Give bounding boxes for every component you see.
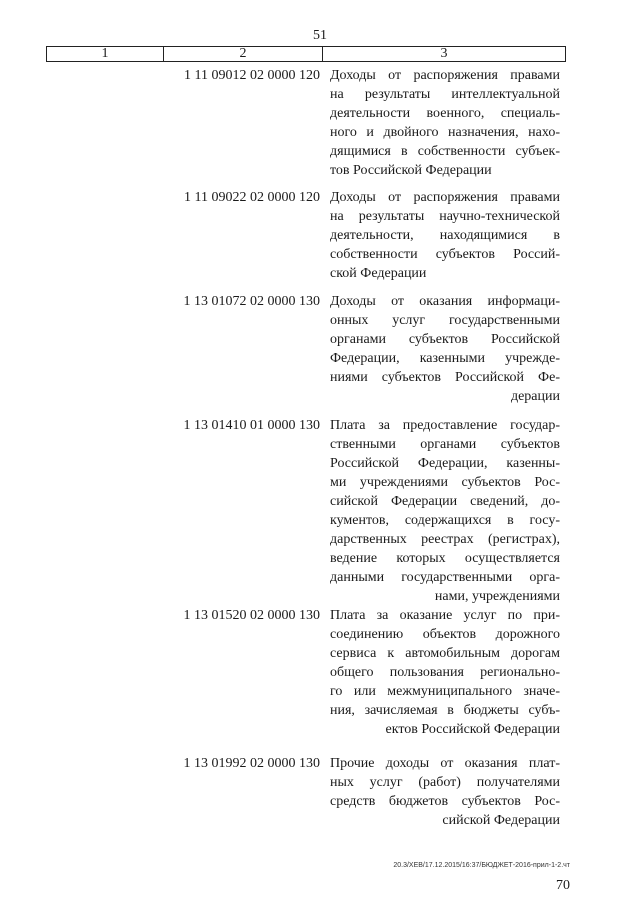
description-line: сервиса к автомобильным дорогам [330,646,560,661]
kbk-code: 1 13 01072 02 0000 130 [183,294,320,309]
column-header-1: 1 [47,47,164,62]
description-line: ектов Российской Федерации [385,722,560,737]
description-line: ми учреждениями субъектов Рос- [330,475,560,490]
kbk-code: 1 11 09012 02 0000 120 [184,68,320,83]
description-line: ного и двойного назначения, нахо- [330,125,560,140]
description-line: сийской Федерации сведений, до- [330,494,560,509]
description-line: органами субъектов Российской [330,332,560,347]
description-line: данными государственными орга- [330,570,560,585]
document-stamp: 20.3/ХЕВ/17.12.2015/16:37/БЮДЖЕТ-2016-прил-1-2.чт [393,862,570,869]
description-line: Доходы от распоряжения правами [330,68,560,83]
income-description [330,416,560,606]
description-line: дарственных реестрах (регистрах), [330,532,560,547]
description-line: деятельности, находящимися в [330,228,560,243]
income-description [330,292,560,406]
description-line: сийской Федерации [442,813,560,828]
description-line: общего пользования регионально- [330,665,560,680]
description-line: собственности субъектов Россий- [330,247,560,262]
description-line: Российской Федерации, казенны- [330,456,560,471]
description-line: средств бюджетов субъектов Рос- [330,794,560,809]
income-description [330,754,560,830]
description-line: Плата за оказание услуг по при- [330,608,560,623]
description-line: ния, зачисляемая в бюджеты субъ- [330,703,560,718]
description-line: ведение которых осуществляется [330,551,560,566]
description-line: Доходы от распоряжения правами [330,190,560,205]
column-header-table [46,46,566,62]
description-line: ской Федерации [330,266,427,281]
description-line: на результаты интеллектуальной [330,87,560,102]
kbk-code: 1 11 09022 02 0000 120 [184,190,320,205]
description-line: Плата за предоставление государ- [330,418,560,433]
description-line: го или межмуниципального значе- [330,684,560,699]
description-line: ственными органами субъектов [330,437,560,452]
description-line: на результаты научно-технической [330,209,560,224]
page-number-bottom: 70 [556,878,570,893]
description-line: ниями субъектов Российской Фе- [330,370,560,385]
description-line: онных услуг государственными [330,313,560,328]
column-header-2: 2 [164,47,323,62]
description-line: дящимися в собственности субъек- [330,144,560,159]
description-line: нами, учреждениями [434,589,560,604]
column-header-3: 3 [323,47,566,62]
description-line: ных услуг (работ) получателями [330,775,560,790]
income-description [330,606,560,739]
income-description [330,188,560,283]
kbk-code: 1 13 01520 02 0000 130 [183,608,320,623]
description-line: деятельности военного, специаль- [330,106,560,121]
kbk-code: 1 13 01410 01 0000 130 [183,418,320,433]
description-line: соединению объектов дорожного [330,627,560,642]
description-line: Доходы от оказания информаци- [330,294,560,309]
description-line: тов Российской Федерации [330,163,492,178]
description-line: Федерации, казенными учрежде- [330,351,560,366]
description-line: Прочие доходы от оказания плат- [330,756,560,771]
income-description [330,66,560,180]
description-line: дерации [510,389,560,404]
description-line: кументов, содержащихся в госу- [330,513,560,528]
kbk-code: 1 13 01992 02 0000 130 [183,756,320,771]
page-number-top: 51 [313,28,327,43]
